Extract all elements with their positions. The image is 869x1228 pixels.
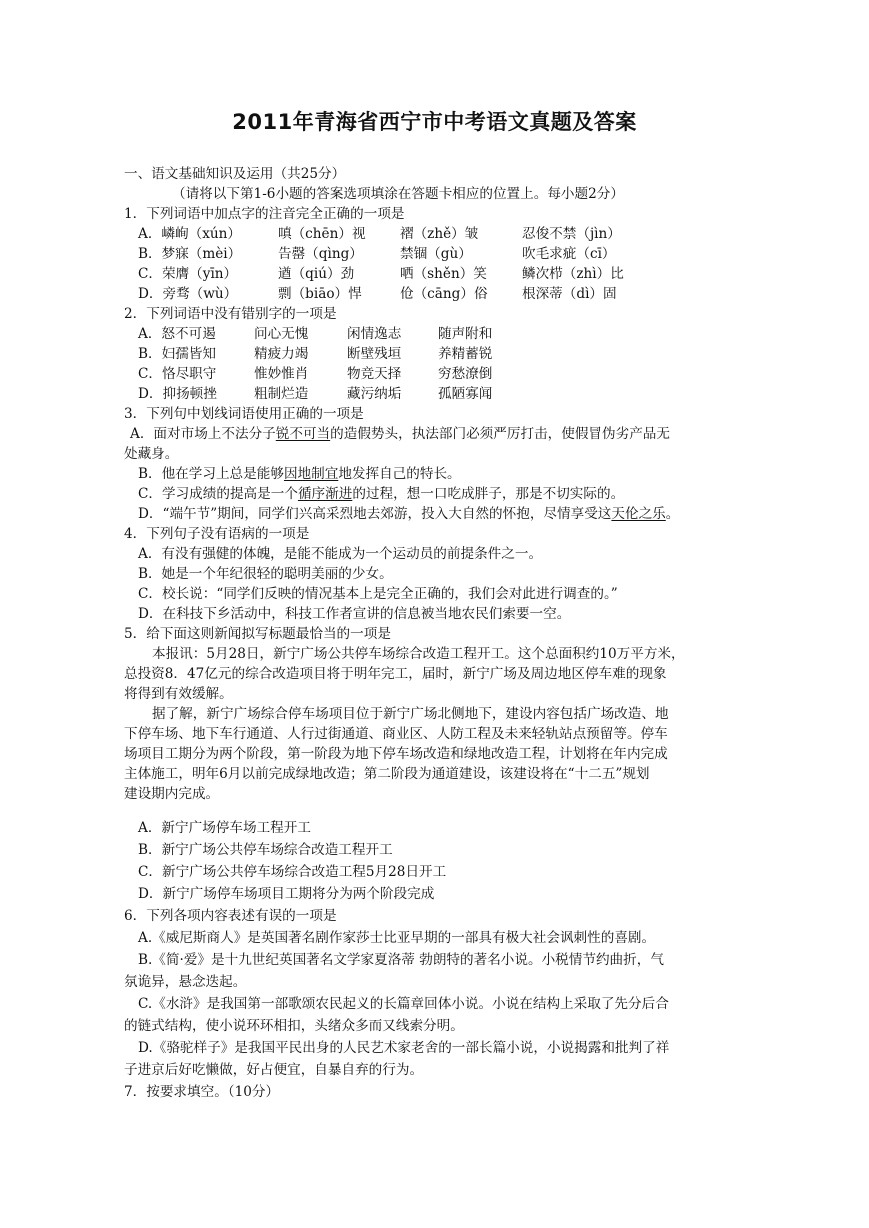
paragraph-line: 总投资8．47亿元的综合改造项目将于明年完工，届时，新宁广场及周边地区停车难的现象 xyxy=(124,666,667,682)
question-4-option-a: A．有没有强健的体魄，是能不能成为一个运动员的前提条件之一。 xyxy=(138,546,543,562)
question-5-stem: 5．给下面这则新闻拟写标题最恰当的一项是 xyxy=(124,626,391,642)
question-2-stem: 2．下列词语中没有错别字的一项是 xyxy=(124,306,337,322)
option-cell: 穷愁潦倒 xyxy=(438,366,493,382)
question-4-option-c: C．校长说：“同学们反映的情况基本上是完全正确的，我们会对此进行调查的。” xyxy=(138,586,618,602)
question-6-stem: 6．下列各项内容表述有误的一项是 xyxy=(124,908,337,924)
question-6-option-d: D.《骆驼样子》是我国平民出身的人民艺术家老舍的一部长篇小说，小说揭露和批判了祥 xyxy=(138,1040,670,1056)
section-heading: 一、语文基础知识及运用（共25分） xyxy=(124,166,346,182)
option-cell: 哂（shěn）笑 xyxy=(400,266,487,282)
option-cell: 褶（zhě）皱 xyxy=(400,226,479,242)
question-3-option-d xyxy=(138,504,679,524)
option-cell: 藏污纳垢 xyxy=(347,386,402,402)
question-5-option-c: C．新宁广场公共停车场综合改造工程5月28日开工 xyxy=(138,864,447,880)
underlined-phrase: 锐不可当 xyxy=(275,426,331,442)
option-cell: 物竞天择 xyxy=(347,366,402,382)
option-cell: B．梦寐（mèi） xyxy=(138,246,242,262)
option-cell: 断壁残垣 xyxy=(347,346,402,362)
option-cell: 根深蒂（dì）固 xyxy=(522,286,617,302)
question-1-stem: 1．下列词语中加点字的注音完全正确的一项是 xyxy=(124,206,405,222)
question-6-option-c-cont: 的链式结构，使小说环环相扣，头绪众多而又线索分明。 xyxy=(124,1018,464,1034)
option-cell: 精疲力竭 xyxy=(254,346,309,362)
option-cell: A．怒不可遏 xyxy=(138,326,216,342)
option-cell: 问心无愧 xyxy=(254,326,309,342)
question-6-option-b-cont: 氛诡异，悬念迭起。 xyxy=(124,974,247,990)
section-instruction: （请将以下第1-6小题的答案选项填涂在答题卡相应的位置上。每小题2分） xyxy=(172,186,624,202)
question-4-option-d: D．在科技下乡活动中，科技工作者宣讲的信息被当地农民们索要一空。 xyxy=(138,606,571,622)
option-cell: 粗制烂造 xyxy=(254,386,309,402)
option-cell: C．荣膺（yīn） xyxy=(138,266,238,282)
option-text: C．学习成绩的提高是一个 xyxy=(138,486,298,502)
option-cell: 随声附和 xyxy=(438,326,493,342)
option-cell: 禁锢（gù） xyxy=(400,246,472,262)
option-cell: 嗔（chēn）视 xyxy=(278,226,366,242)
question-4-option-b: B．她是一个年纪很轻的聪明美丽的少女。 xyxy=(138,566,393,582)
option-text: A．面对市场上不法分子 xyxy=(130,426,276,442)
paragraph-line: 下停车场、地下车行通道、人行过街通道、商业区、人防工程及未来轻轨站点预留等。停车 xyxy=(124,726,668,742)
question-4-stem: 4．下列句子没有语病的一项是 xyxy=(124,526,310,542)
question-6-option-a: A.《威尼斯商人》是英国著名剧作家莎士比亚早期的一部具有极大社会讽刺性的喜剧。 xyxy=(138,930,656,946)
question-5-option-a: A．新宁广场停车场工程开工 xyxy=(138,820,311,836)
option-cell: 闲情逸志 xyxy=(347,326,402,342)
option-cell: C．恪尽职守 xyxy=(138,366,217,382)
option-cell: 告罄（qìng） xyxy=(278,246,363,262)
question-6-option-d-cont: 子进京后好吃懒做，好占便宜，自暴自弃的行为。 xyxy=(124,1062,424,1078)
option-text: 。 xyxy=(665,506,680,522)
question-3-option-a-cont: 处藏身。 xyxy=(124,446,179,462)
option-cell: 鳞次栉（zhì）比 xyxy=(522,266,624,282)
option-text: 的过程，想一口吃成胖子，那是不切实际的。 xyxy=(352,486,625,502)
underlined-phrase: 天伦之乐 xyxy=(611,506,666,522)
option-cell: 忍俊不禁（jìn） xyxy=(522,226,621,242)
question-6-option-c: C.《水浒》是我国第一部歌颂农民起义的长篇章回体小说。小说在结构上采取了先分后合 xyxy=(138,996,669,1012)
paragraph-line: 将得到有效缓解。 xyxy=(124,686,233,702)
question-5-option-b: B．新宁广场公共停车场综合改造工程开工 xyxy=(138,842,393,858)
option-cell: 伧（cāng）俗 xyxy=(400,286,488,302)
option-text: 地发挥自己的特长。 xyxy=(338,466,461,482)
question-3-option-a xyxy=(130,424,670,444)
paragraph-line: 主体施工，明年6月以前完成绿地改造；第二阶段为通道建设，该建设将在“十二五”规划 xyxy=(124,766,650,782)
option-cell: 养精蓄锐 xyxy=(438,346,493,362)
option-cell: A．嶙峋（xún） xyxy=(138,226,241,242)
option-cell: 惟妙惟肖 xyxy=(254,366,309,382)
option-text: B．他在学习上总是能够 xyxy=(138,466,284,482)
question-3-stem: 3．下列句中划线词语使用正确的一项是 xyxy=(124,406,364,422)
question-3-option-c xyxy=(138,484,624,504)
option-cell: 孤陋寡闻 xyxy=(438,386,493,402)
option-cell: D．旁骛（wù） xyxy=(138,286,238,302)
question-3-option-b xyxy=(138,464,461,484)
option-text: D．“端午节”期间，同学们兴高采烈地去郊游，投入大自然的怀抱，尽情享受这 xyxy=(138,506,612,522)
question-7-stem: 7．按要求填空。（10分） xyxy=(124,1084,280,1100)
option-cell: D．抑扬顿挫 xyxy=(138,386,217,402)
option-text: 的造假势头，执法部门必须严厉打击，使假冒伪劣产品无 xyxy=(330,426,670,442)
underlined-phrase: 循序渐进 xyxy=(297,486,353,502)
question-5-option-d: D．新宁广场停车场项目工期将分为两个阶段完成 xyxy=(138,886,435,902)
paragraph-line: 本报讯：5月28日，新宁广场公共停车场综合改造工程开工。这个总面积约10万平方米， xyxy=(152,646,685,662)
option-cell: 吹毛求疵（cī） xyxy=(522,246,616,262)
paragraph-line: 建设期内完成。 xyxy=(124,786,220,802)
paragraph-line: 据了解，新宁广场综合停车场项目位于新宁广场北侧地下，建设内容包括广场改造、地 xyxy=(152,706,669,722)
underlined-phrase: 因地制宜 xyxy=(283,466,339,482)
option-cell: 遒（qiú）劲 xyxy=(278,266,355,282)
paragraph-line: 场项目工期分为两个阶段，第一阶段为地下停车场改造和绿地改造工程，计划将在年内完成 xyxy=(124,746,668,762)
question-6-option-b: B.《简·爱》是十九世纪英国著名文学家夏洛蒂 勃朗特的著名小说。小税情节约曲折，气 xyxy=(138,952,664,968)
option-cell: 剽（biāo）悍 xyxy=(278,286,362,302)
page-title: 2011年青海省西宁市中考语文真题及答案 xyxy=(232,110,637,134)
option-cell: B．妇孺皆知 xyxy=(138,346,216,362)
